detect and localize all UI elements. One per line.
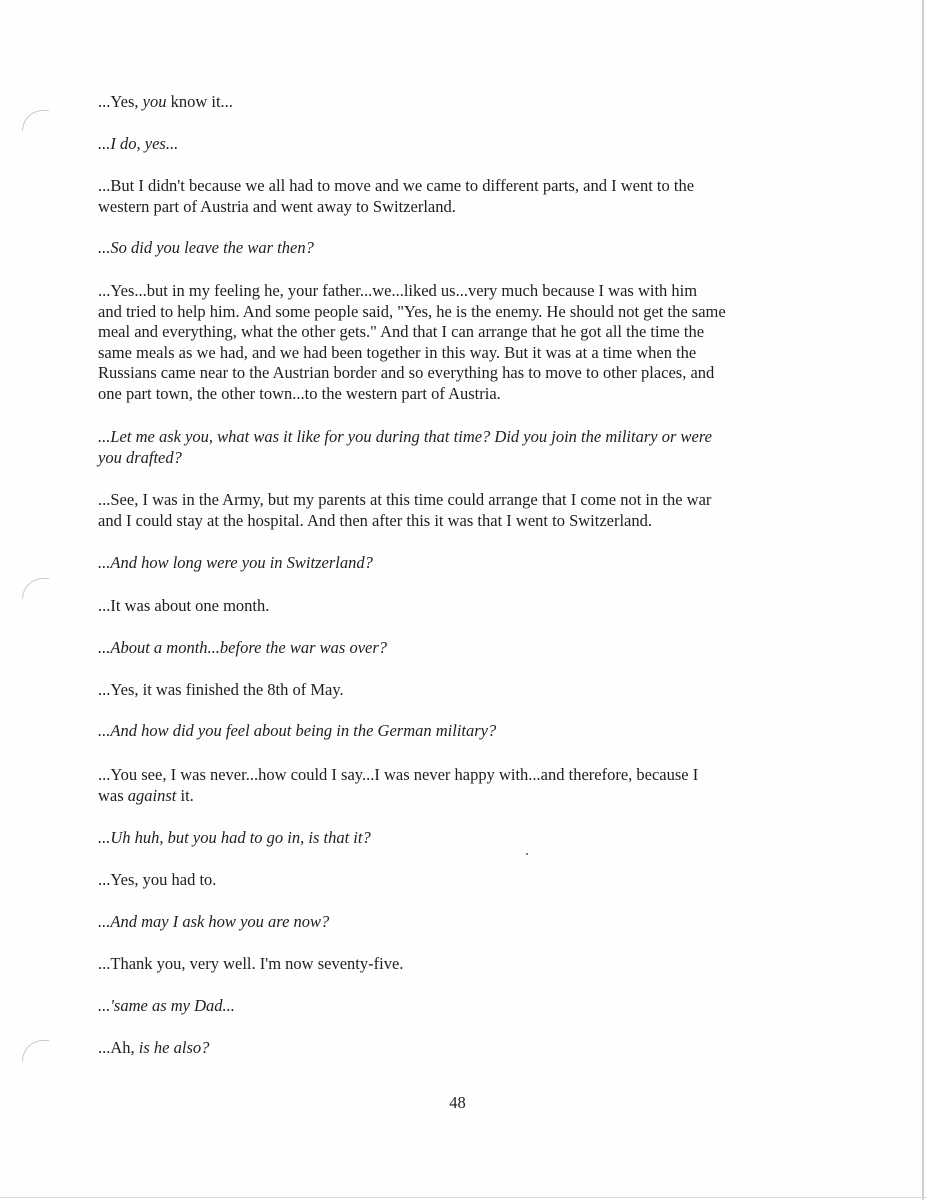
question-paragraph: ...And may I ask how you are now? xyxy=(98,912,330,931)
answer-line: same meals as we had, and we had been together in this way. But it was at a time when the xyxy=(98,342,697,362)
answer-text: know it... xyxy=(166,92,233,111)
answer-line: Russians came near to the Austrian border and so everything has to move to other places, and xyxy=(98,363,715,382)
answer-paragraph: ...Thank you, very well. I'm now seventy-five. xyxy=(98,954,404,973)
question-paragraph: ...So did you leave the war then? xyxy=(98,238,314,257)
emphasis-text: against xyxy=(127,785,177,805)
answer-text: was xyxy=(98,785,128,805)
scan-speck xyxy=(526,853,528,855)
answer-line xyxy=(98,786,818,807)
question-paragraph: ...And how long were you in Switzerland? xyxy=(98,553,373,572)
answer-line: ...See, I was in the Army, but my parents at this time could arrange that I come not in the war xyxy=(98,490,712,509)
punch-hole-mark xyxy=(22,578,49,599)
question-paragraph: ...About a month...before the war was over? xyxy=(98,638,388,657)
question-paragraph: ...And how did you feel about being in the German military? xyxy=(98,721,497,740)
answer-line: and tried to help him. And some people said, "Yes, he is the enemy. He should not get the same xyxy=(98,301,726,321)
emphasis-text: you xyxy=(142,92,167,111)
answer-paragraph xyxy=(98,281,818,404)
answer-line: and I could stay at the hospital. And then after this it was that I went to Switzerland. xyxy=(98,510,652,530)
page-edge-right xyxy=(922,0,924,1200)
answer-paragraph: ...Yes, it was finished the 8th of May. xyxy=(98,680,344,699)
answer-paragraph xyxy=(98,765,818,806)
question-line: ...Let me ask you, what was it like for you during that time? Did you join the military or were xyxy=(98,427,712,446)
answer-line: western part of Austria and went away to Switzerland. xyxy=(98,196,456,216)
question-paragraph: ...'same as my Dad... xyxy=(98,996,235,1015)
question-paragraph: ...I do, yes... xyxy=(98,134,179,153)
answer-line: ...Yes...but in my feeling he, your father...we...liked us...very much because I was with him xyxy=(98,281,698,300)
answer-text: it. xyxy=(176,785,194,805)
punch-hole-mark xyxy=(22,110,49,131)
answer-paragraph: ...Yes, you had to. xyxy=(98,870,217,889)
answer-line: ...You see, I was never...how could I say...I was never happy with...and therefore, because I xyxy=(98,765,699,784)
answer-line: ...But I didn't because we all had to move and we came to different parts, and I went to the xyxy=(98,176,695,195)
answer-line: meal and everything, what the other gets." And that I can arrange that he got all the time the xyxy=(98,322,705,341)
answer-text: ...Yes, xyxy=(98,92,143,111)
question-paragraph: ...Uh huh, but you had to go in, is that it? xyxy=(98,828,371,847)
page-number: 48 xyxy=(449,1093,466,1112)
answer-line: one part town, the other town...to the western part of Austria. xyxy=(98,383,501,403)
page-edge-bottom xyxy=(0,1197,927,1198)
answer-paragraph xyxy=(98,490,818,531)
question-paragraph xyxy=(98,427,818,468)
emphasis-text: is he also? xyxy=(138,1038,210,1057)
answer-paragraph: ...It was about one month. xyxy=(98,596,270,615)
answer-paragraph xyxy=(98,176,818,217)
answer-paragraph xyxy=(98,1038,818,1059)
question-line: you drafted? xyxy=(98,447,182,467)
answer-paragraph xyxy=(98,92,818,113)
answer-text: ...Ah, xyxy=(98,1038,139,1057)
punch-hole-mark xyxy=(22,1040,49,1061)
